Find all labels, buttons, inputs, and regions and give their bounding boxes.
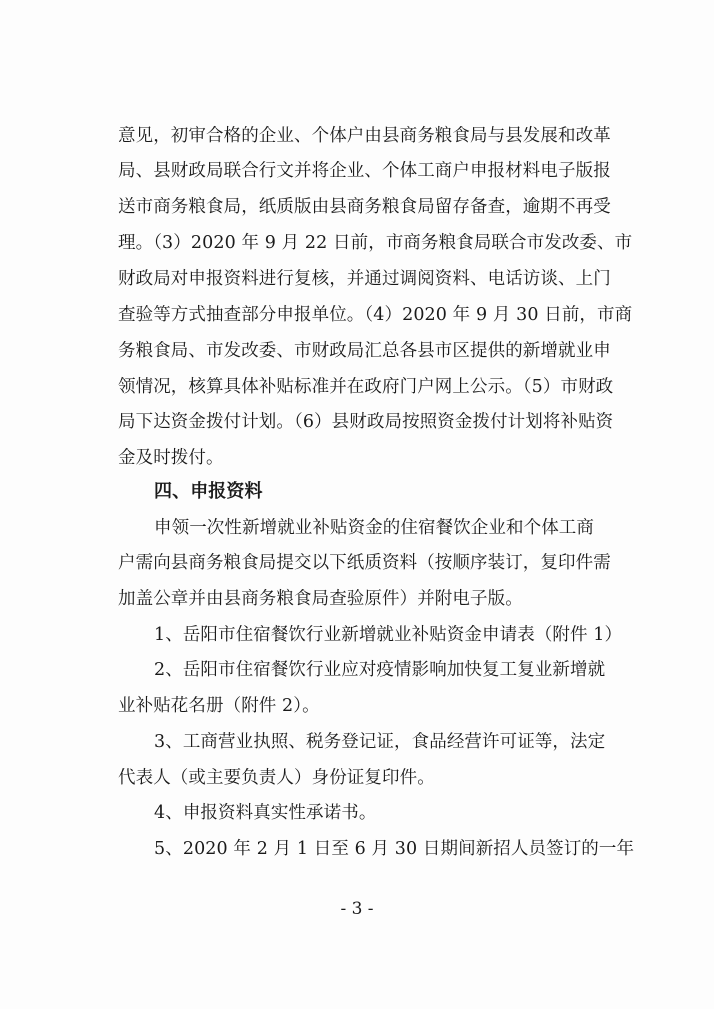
paragraph-line: 意见，初审合格的企业、个体户由县商务粮食局与县发展和改革: [118, 126, 611, 146]
paragraph-line: 查验等方式抽查部分申报单位。（4）2020 年 9 月 30 日前，市商: [118, 305, 633, 325]
intro-line: 加盖公章并由县商务粮食局查验原件）并附电子版。: [118, 589, 523, 609]
intro-line: 户需向县商务粮食局提交以下纸质资料（按顺序装订，复印件需: [118, 553, 611, 573]
list-item-4: 4、申报资料真实性承诺书。: [154, 803, 377, 823]
list-item-2-continued: 业补贴花名册（附件 2）。: [118, 696, 320, 716]
paragraph-line: 局下达资金拨付计划。（6）县财政局按照资金拨付计划将补贴资: [118, 412, 614, 432]
intro-line: 申领一次性新增就业补贴资金的住宿餐饮企业和个体工商: [154, 518, 594, 538]
paragraph-line: 财政局对申报资料进行复核，并通过调阅资料、电话访谈、上门: [118, 269, 611, 289]
paragraph-line: 务粮食局、市发改委、市财政局汇总各县市区提供的新增就业申: [118, 341, 611, 361]
list-item-5: 5、2020 年 2 月 1 日至 6 月 30 日期间新招人员签订的一年: [154, 839, 635, 859]
paragraph-line: 送市商务粮食局，纸质版由县商务粮食局留存备查，逾期不再受: [118, 197, 611, 217]
paragraph-line: 理。（3）2020 年 9 月 22 日前，市商务粮食局联合市发改委、市: [118, 233, 633, 253]
list-item-3: 3、工商营业执照、税务登记证，食品经营许可证等，法定: [154, 732, 606, 752]
paragraph-line: 金及时拨付。: [118, 448, 224, 468]
section-heading: 四、申报资料: [154, 481, 263, 502]
paragraph-line: 领情况，核算具体补贴标准并在政府门户网上公示。（5）市财政: [118, 377, 614, 397]
list-item-3-continued: 代表人（或主要负责人）身份证复印件。: [118, 768, 435, 788]
paragraph-line: 局、县财政局联合行文并将企业、个体工商户申报材料电子版报: [118, 161, 611, 181]
list-item-1: 1、岳阳市住宿餐饮行业新增就业补贴资金申请表（附件 1）: [154, 625, 623, 645]
page-number: - 3 -: [340, 899, 374, 919]
list-item-2: 2、岳阳市住宿餐饮行业应对疫情影响加快复工复业新增就: [154, 660, 606, 680]
